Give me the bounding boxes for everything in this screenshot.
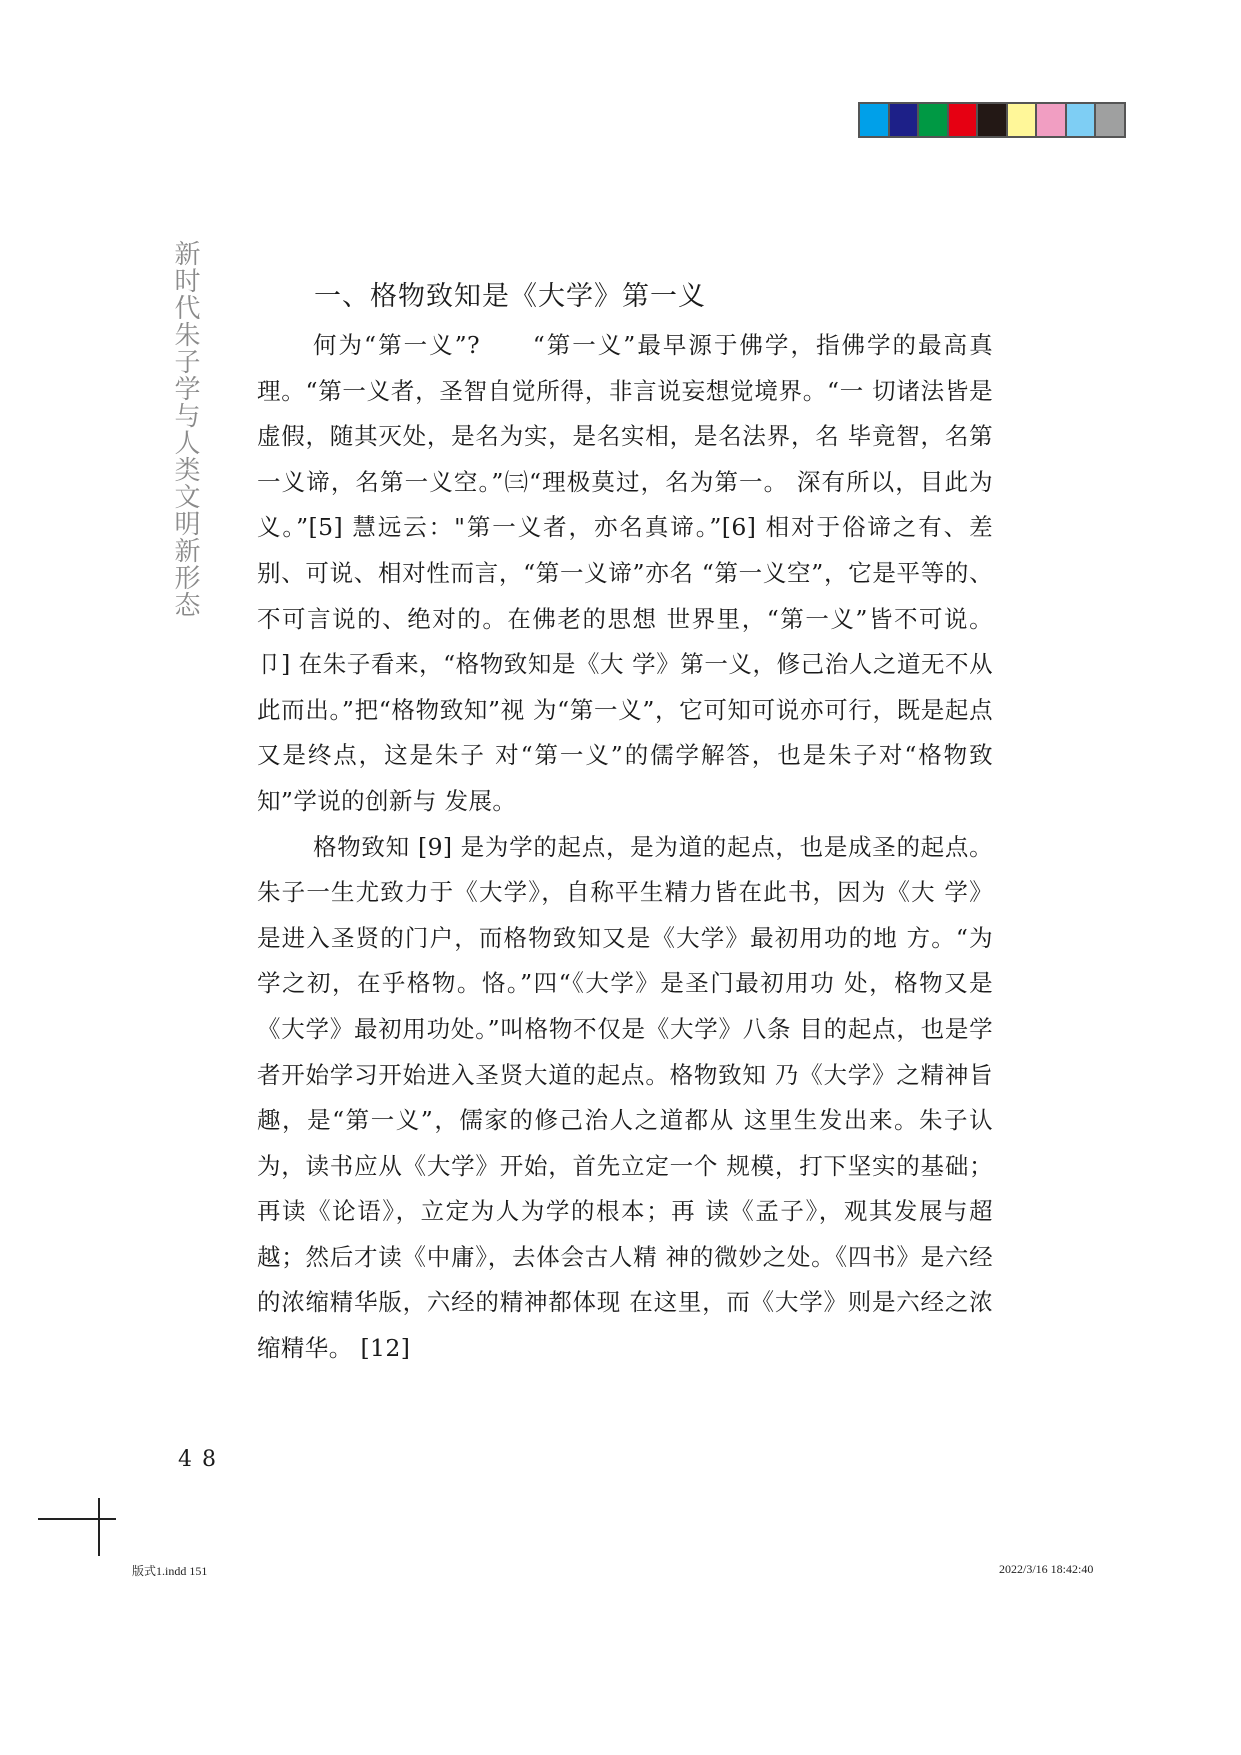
footer-timestamp: 2022/3/16 18:42:40 bbox=[999, 1562, 1094, 1576]
body-paragraph: 格物致知 [9] 是为学的起点，是为道的起点，也是成圣的起点。朱子一生尤致力于《大学》，自称平生精力皆在此书，因为《大 学》是进入圣贤的门户，而格物致知又是《大学》最初用功的地 方。“为学之初，在乎格物。恪。”四“《大学》是圣门最初用功 处，格物又是《大学》最初用功处。”叫格物不仅是《大学》八条 目的起点，也是学者开始学习开始进入圣贤大道的起点。格物致知 乃《大学》之精神旨趣，是“第一义”，儒家的修己治人之道都从 这里生发出来。朱子认为，读书应从《大学》开始，首先立定一个 规模，打下坚实的基础；再读《论语》，立定为人为学的根本；再 读《孟子》，观其发展与超越；然后才读《中庸》，去体会古人精 神的微妙之处。《四书》是六经的浓缩精华版，六经的精神都体现 在这里，而《大学》则是六经之浓缩精华。 [12] bbox=[257, 832, 993, 1363]
color-registration-bar bbox=[858, 102, 1126, 138]
color-swatch-yellow bbox=[1008, 104, 1036, 136]
color-swatch-navy bbox=[890, 104, 918, 136]
body-paragraph: 何为“第一义”? “第一义”最早源于佛学，指佛学的最高真理。“第一义者，圣智自觉所得，非言说妄想觉境界。“一 切诸法皆是虚假，随其灭处，是名为实，是名实相，是名法界，名 毕竟智，名第一义谛，名第一义空。”㈢“理极莫过，名为第一。 深有所以，目此为义。”[5] 慧远云："第一义者，亦名真谛。”[6] 相对于俗谛之有、差别、可说、相对性而言，“第一义谛”亦名 “第一义空”，它是平等的、不可言说的、绝对的。在佛老的思想 世界里，“第一义”皆不可说。 卩] 在朱子看来，“格物致知是《大 学》第一义，修己治人之道无不从此而出。”把“格物致知”视 为“第一义”，它可知可说亦可行，既是起点又是终点，这是朱子 对“第一义”的儒学解答，也是朱子对“格物致知”学说的创新与 发展。 bbox=[257, 331, 993, 815]
color-swatch-lightblue bbox=[1067, 104, 1095, 136]
footer-file-name: 版式1.indd 151 bbox=[132, 1564, 208, 1578]
page-number: 48 bbox=[178, 1447, 226, 1472]
color-swatch-red bbox=[949, 104, 977, 136]
page-body bbox=[257, 277, 993, 1372]
color-swatch-cyan bbox=[860, 104, 888, 136]
color-swatch-black bbox=[978, 104, 1006, 136]
color-swatch-gray bbox=[1096, 104, 1124, 136]
color-swatch-green bbox=[919, 104, 947, 136]
color-swatch-pink bbox=[1037, 104, 1065, 136]
crop-mark-vertical bbox=[98, 1498, 100, 1556]
section-heading: 一、格物致知是《大学》第一义 bbox=[314, 281, 706, 312]
running-head: 新时代朱子学与人类文明新形态 bbox=[170, 240, 200, 618]
crop-mark-horizontal bbox=[38, 1518, 116, 1520]
